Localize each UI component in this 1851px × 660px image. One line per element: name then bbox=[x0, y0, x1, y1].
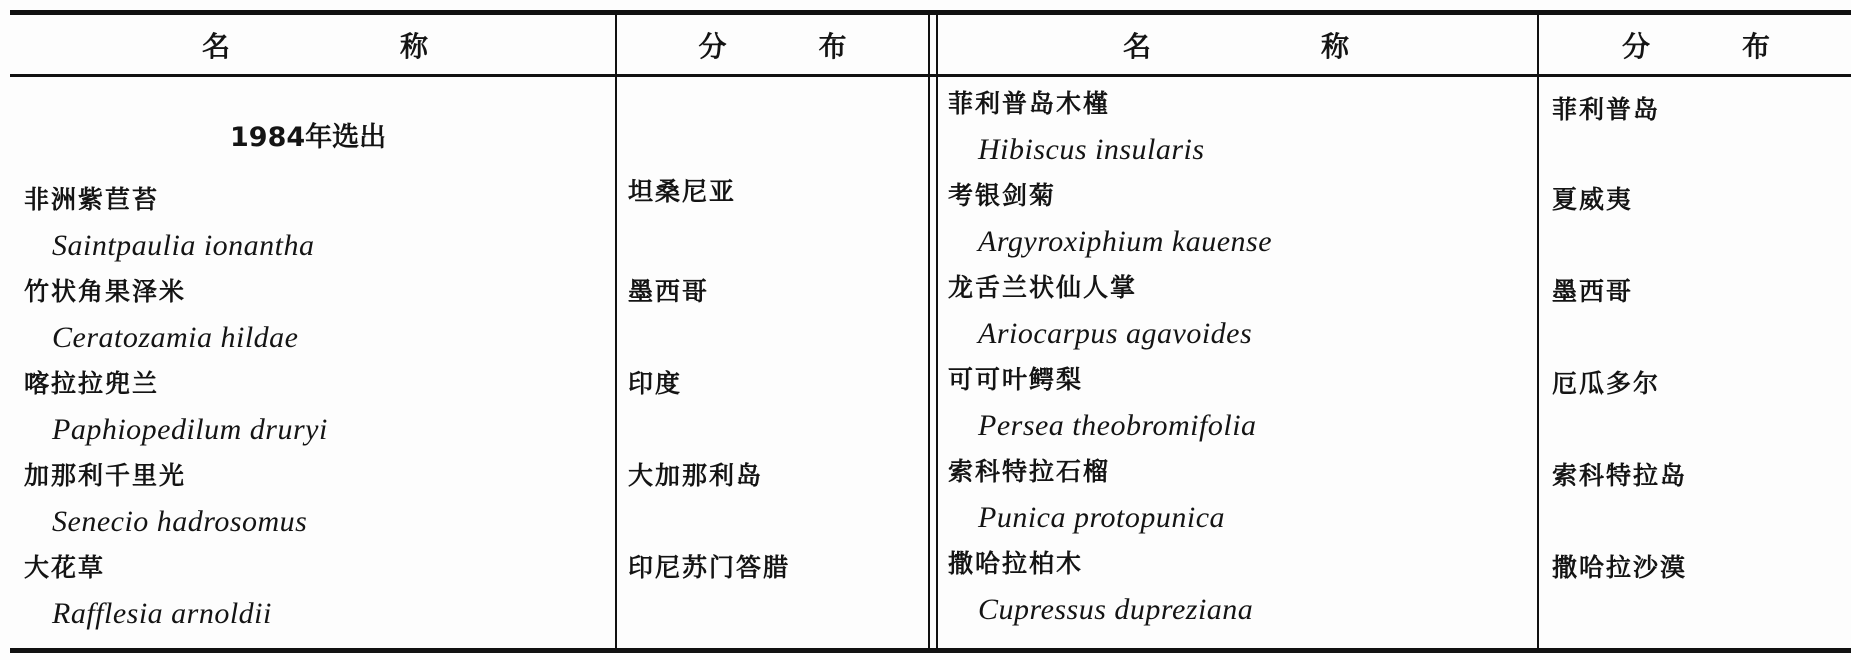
table-header-rule bbox=[10, 74, 1851, 77]
species-distribution: 墨西哥 bbox=[628, 277, 710, 306]
species-latin-name: Hibiscus insularis bbox=[978, 133, 1205, 166]
header-char: 布 bbox=[818, 30, 847, 63]
species-latin-name: Paphiopedilum druryi bbox=[52, 413, 328, 446]
species-distribution: 印尼苏门答腊 bbox=[628, 553, 791, 582]
table-top-rule bbox=[10, 10, 1851, 15]
header-distribution-left bbox=[620, 18, 925, 72]
species-chinese-name: 竹状角果泽米 bbox=[24, 277, 187, 306]
header-char: 名 bbox=[1122, 30, 1151, 63]
species-distribution: 坦桑尼亚 bbox=[628, 177, 737, 206]
species-latin-name: Persea theobromifolia bbox=[978, 409, 1257, 442]
species-distribution: 索科特拉岛 bbox=[1552, 461, 1688, 490]
header-char: 布 bbox=[1742, 30, 1771, 63]
species-chinese-name: 撒哈拉柏木 bbox=[948, 549, 1084, 578]
species-latin-name: Ariocarpus agavoides bbox=[978, 317, 1253, 350]
species-chinese-name: 喀拉拉兜兰 bbox=[24, 369, 160, 398]
column-divider bbox=[615, 12, 617, 652]
species-chinese-name: 龙舌兰状仙人掌 bbox=[948, 273, 1138, 302]
species-latin-name: Rafflesia arnoldii bbox=[52, 597, 272, 630]
header-char: 分 bbox=[1621, 30, 1650, 63]
species-distribution: 大加那利岛 bbox=[628, 461, 764, 490]
header-char: 分 bbox=[698, 30, 727, 63]
species-chinese-name: 非洲紫苣苔 bbox=[24, 185, 160, 214]
species-distribution: 夏威夷 bbox=[1552, 185, 1634, 214]
header-char: 名 bbox=[201, 30, 230, 63]
species-chinese-name: 考银剑菊 bbox=[948, 181, 1057, 210]
species-distribution: 菲利普岛 bbox=[1552, 95, 1661, 124]
table-bottom-rule bbox=[10, 648, 1851, 653]
column-divider bbox=[936, 12, 938, 652]
species-chinese-name: 菲利普岛木槿 bbox=[948, 89, 1111, 118]
header-name-right bbox=[940, 18, 1532, 72]
header-distribution-right bbox=[1541, 18, 1851, 72]
species-distribution: 印度 bbox=[628, 369, 683, 398]
species-latin-name: Saintpaulia ionantha bbox=[52, 229, 315, 262]
species-chinese-name: 可可叶鳄梨 bbox=[948, 365, 1084, 394]
species-chinese-name: 加那利千里光 bbox=[24, 461, 187, 490]
column-divider bbox=[928, 12, 930, 652]
species-distribution: 墨西哥 bbox=[1552, 277, 1634, 306]
header-char: 称 bbox=[1321, 30, 1350, 63]
species-distribution: 撒哈拉沙漠 bbox=[1552, 553, 1688, 582]
species-latin-name: Argyroxiphium kauense bbox=[978, 225, 1273, 258]
header-char: 称 bbox=[400, 30, 429, 63]
species-distribution: 厄瓜多尔 bbox=[1552, 369, 1661, 398]
species-chinese-name: 大花草 bbox=[24, 553, 106, 582]
species-latin-name: Senecio hadrosomus bbox=[52, 505, 308, 538]
species-latin-name: Ceratozamia hildae bbox=[52, 321, 299, 354]
species-latin-name: Cupressus dupreziana bbox=[978, 593, 1254, 626]
header-name-left bbox=[20, 18, 610, 72]
species-latin-name: Punica protopunica bbox=[978, 501, 1226, 534]
column-divider bbox=[1537, 12, 1539, 652]
species-chinese-name: 索科特拉石榴 bbox=[948, 457, 1111, 486]
year-label: 1984年选出 bbox=[230, 122, 387, 153]
